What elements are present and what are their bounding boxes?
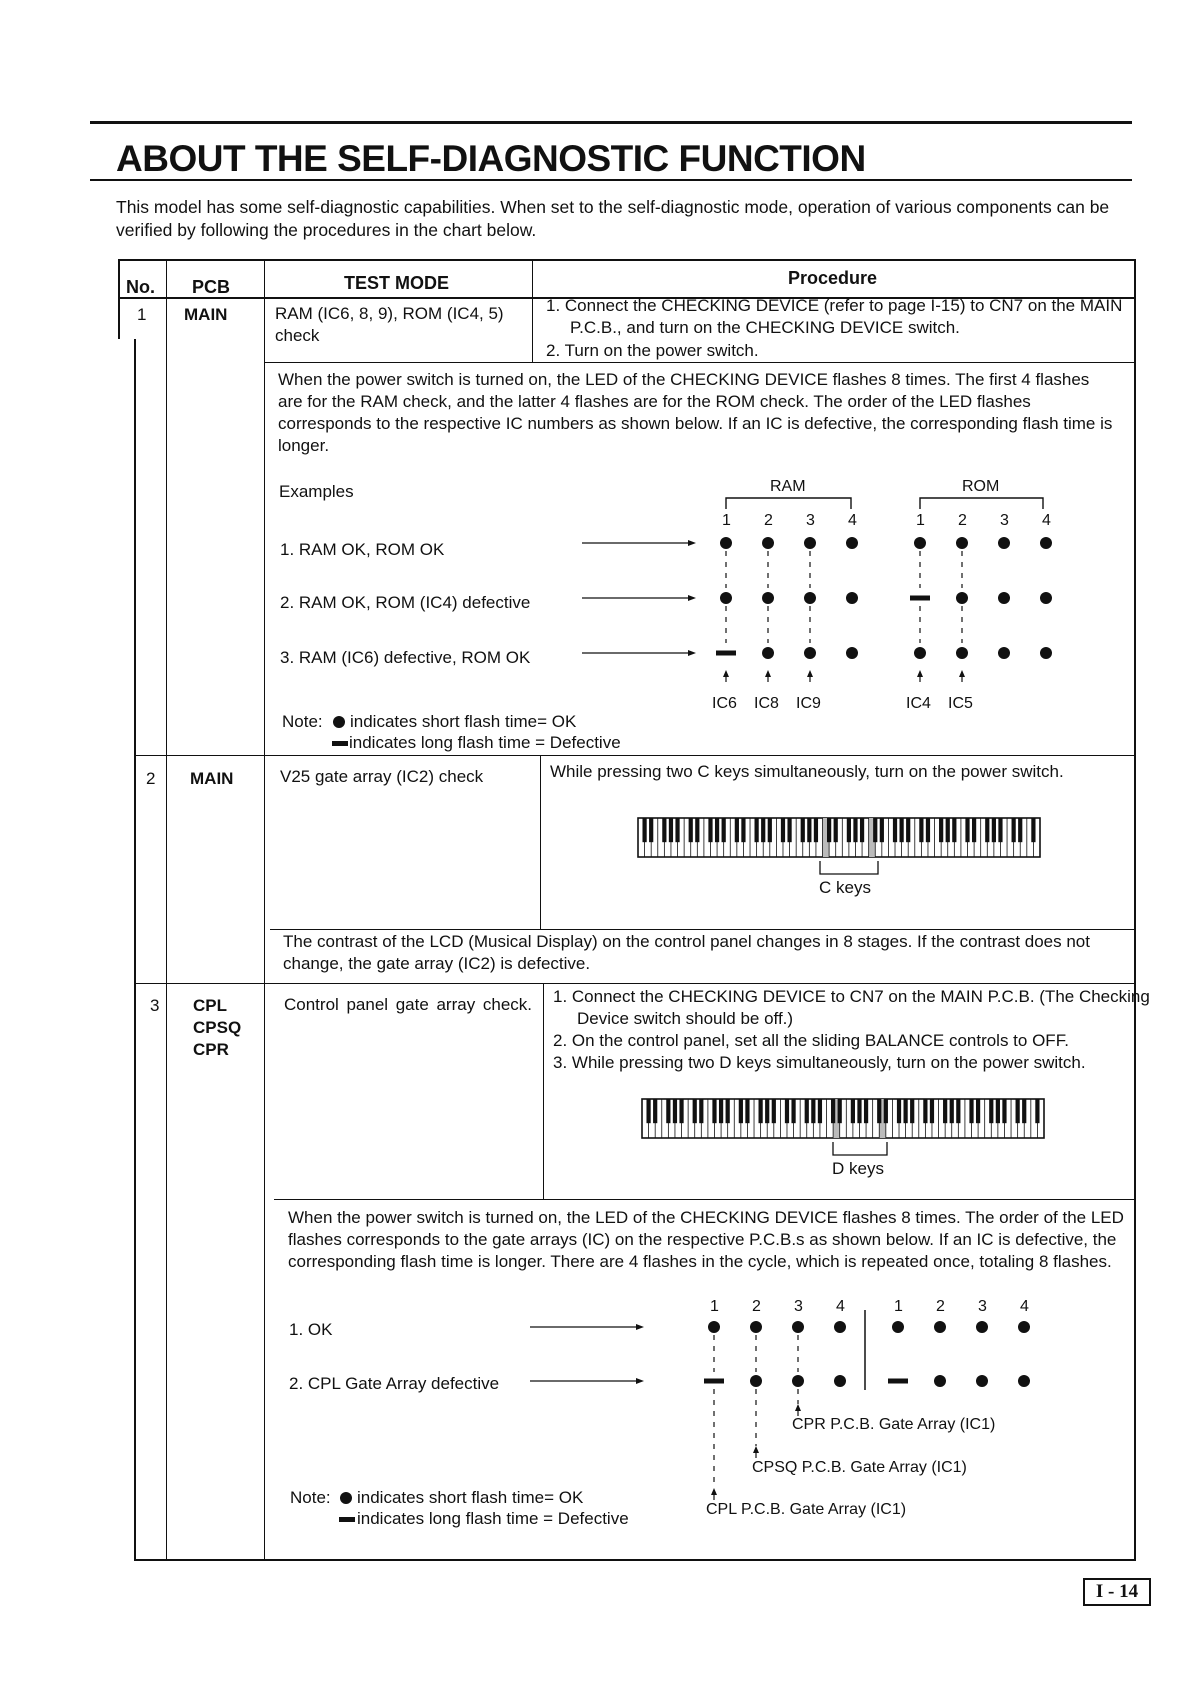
row3-pcb-cpl: CPL xyxy=(193,996,227,1015)
led-digit: 4 xyxy=(848,512,857,529)
d-keys-label: D keys xyxy=(832,1159,884,1178)
row1-description: When the power switch is turned on, the LED of the CHECKING DEVICE flashes 8 times. The first 4 flashes are for the RAM check, and the latter 4 flashes are for the ROM check. The order of the LED flashes corresponds to the respective IC numbers as shown below. If an IC is defective, the corresponding flash time is longer. xyxy=(278,370,1113,455)
led-short xyxy=(834,1321,846,1333)
ic-label: IC4 xyxy=(906,695,931,712)
cpsq-arrow-head xyxy=(753,1446,759,1453)
row1-step-1: 1. Connect the CHECKING DEVICE (refer to page I-15) to CN7 on the MAIN P.C.B., and turn on the CHECKING DEVICE switch. xyxy=(546,296,1123,337)
led-short xyxy=(792,1321,804,1333)
row1-test-mode: RAM (IC6, 8, 9), ROM (IC4, 5) check xyxy=(275,304,504,345)
led-short xyxy=(834,1375,846,1387)
led-digit: 1 xyxy=(916,512,925,529)
led-short xyxy=(750,1321,762,1333)
page-number: I - 14 xyxy=(1083,1578,1151,1606)
row3-note-long: indicates long flash time = Defective xyxy=(357,1509,629,1528)
example-1: 1. RAM OK, ROM OK xyxy=(280,540,445,559)
row3-step-1: 1. Connect the CHECKING DEVICE to CN7 on the MAIN P.C.B. (The Checking Device switch should be off.) xyxy=(553,987,1150,1028)
intro-paragraph: This model has some self-diagnostic capabilities. When set to the self-diagnostic mode, operation of various components can be verified by following the procedures in the chart below. xyxy=(116,197,1110,240)
led-short xyxy=(1018,1375,1030,1387)
led-short xyxy=(934,1321,946,1333)
header-procedure: Procedure xyxy=(788,268,878,288)
short-flash-dot-icon-2 xyxy=(340,1492,352,1504)
ic-label: IC8 xyxy=(754,695,779,712)
led-short xyxy=(750,1375,762,1387)
led-short xyxy=(1018,1321,1030,1333)
led-digit: 4 xyxy=(836,1298,845,1315)
row2-pcb: MAIN xyxy=(190,769,234,788)
row3-note-label: Note: xyxy=(290,1488,331,1507)
ic-label: IC9 xyxy=(796,695,821,712)
led-short xyxy=(708,1321,720,1333)
row1-note-label: Note: xyxy=(282,712,323,731)
led-long xyxy=(704,1379,724,1384)
led-digit: 1 xyxy=(710,1298,719,1315)
row1-note-short: indicates short flash time= OK xyxy=(350,712,577,731)
row3-example-2: 2. CPL Gate Array defective xyxy=(289,1374,500,1393)
cpr-arrow-head xyxy=(795,1404,801,1411)
row3-pcb-cpsq: CPSQ xyxy=(193,1018,242,1037)
row3-pcb-cpr: CPR xyxy=(193,1040,229,1059)
led-digit: 1 xyxy=(894,1298,903,1315)
row3-test-mode: Control panel gate array check. xyxy=(284,995,532,1014)
ic-label: IC5 xyxy=(948,695,973,712)
led-digit: 4 xyxy=(1042,512,1051,529)
gate-label-cpsq: CPSQ P.C.B. Gate Array (IC1) xyxy=(752,1459,967,1476)
row1-note-long: indicates long flash time = Defective xyxy=(349,733,621,752)
row2-description: The contrast of the LCD (Musical Display) on the control panel changes in 8 stages. If the contrast does not change, the gate array (IC2) is defective. xyxy=(283,932,1090,973)
gate-label-cpl: CPL P.C.B. Gate Array (IC1) xyxy=(706,1501,907,1518)
c-keys-label: C keys xyxy=(819,878,871,897)
led-digit: 1 xyxy=(722,512,731,529)
header-test-mode: TEST MODE xyxy=(344,273,450,293)
example-arrow-head xyxy=(636,1324,644,1330)
ram-label: RAM xyxy=(770,478,806,495)
led-digit: 3 xyxy=(1000,512,1009,529)
led-short xyxy=(976,1321,988,1333)
row1-step-2: 2. Turn on the power switch. xyxy=(546,341,759,360)
row3-example-1: 1. OK xyxy=(289,1320,333,1339)
row1-no: 1 xyxy=(137,305,147,324)
led-digit: 4 xyxy=(1020,1298,1029,1315)
led-digit: 3 xyxy=(806,512,815,529)
led-long xyxy=(888,1379,908,1384)
row2-no: 2 xyxy=(146,769,156,788)
header-pcb: PCB xyxy=(192,277,231,297)
row3-note-short: indicates short flash time= OK xyxy=(357,1488,584,1507)
led-short xyxy=(792,1375,804,1387)
ic-label: IC6 xyxy=(712,695,737,712)
long-flash-bar-icon-2 xyxy=(339,1517,355,1522)
row1-pcb: MAIN xyxy=(184,305,228,324)
examples-label: Examples xyxy=(279,482,354,501)
led-digit: 2 xyxy=(958,512,967,529)
led-short xyxy=(934,1375,946,1387)
led-digit: 2 xyxy=(752,1298,761,1315)
row3-no: 3 xyxy=(150,996,160,1015)
gate-label-cpr: CPR P.C.B. Gate Array (IC1) xyxy=(792,1416,996,1433)
row2-test-mode: V25 gate array (IC2) check xyxy=(280,767,484,786)
cpl-arrow-head xyxy=(711,1488,717,1495)
rom-label: ROM xyxy=(962,478,1000,495)
row3-step-3: 3. While pressing two D keys simultaneously, turn on the power switch. xyxy=(553,1053,1086,1072)
row3-description: When the power switch is turned on, the LED of the CHECKING DEVICE flashes 8 times. The order of the LED flashes corresponds to the gate arrays (IC) on the respective P.C.B.s as shown below. If an IC is defective, the corresponding flash time is longer. There are 4 flashes in the cycle, which is repeated once, totaling 8 flashes. xyxy=(288,1208,1124,1271)
led-short xyxy=(892,1321,904,1333)
led-short xyxy=(976,1375,988,1387)
led-digit: 2 xyxy=(936,1298,945,1315)
example-arrow-head xyxy=(636,1378,644,1384)
page-title: ABOUT THE SELF-DIAGNOSTIC FUNCTION xyxy=(116,138,866,179)
row3-step-2: 2. On the control panel, set all the sliding BALANCE controls to OFF. xyxy=(553,1031,1069,1050)
row2-procedure: While pressing two C keys simultaneously, turn on the power switch. xyxy=(550,762,1064,781)
example-2: 2. RAM OK, ROM (IC4) defective xyxy=(280,593,531,612)
led-digit: 3 xyxy=(794,1298,803,1315)
led-digit: 2 xyxy=(764,512,773,529)
header-no: No. xyxy=(126,277,155,297)
example-3: 3. RAM (IC6) defective, ROM OK xyxy=(280,648,531,667)
led-digit: 3 xyxy=(978,1298,987,1315)
